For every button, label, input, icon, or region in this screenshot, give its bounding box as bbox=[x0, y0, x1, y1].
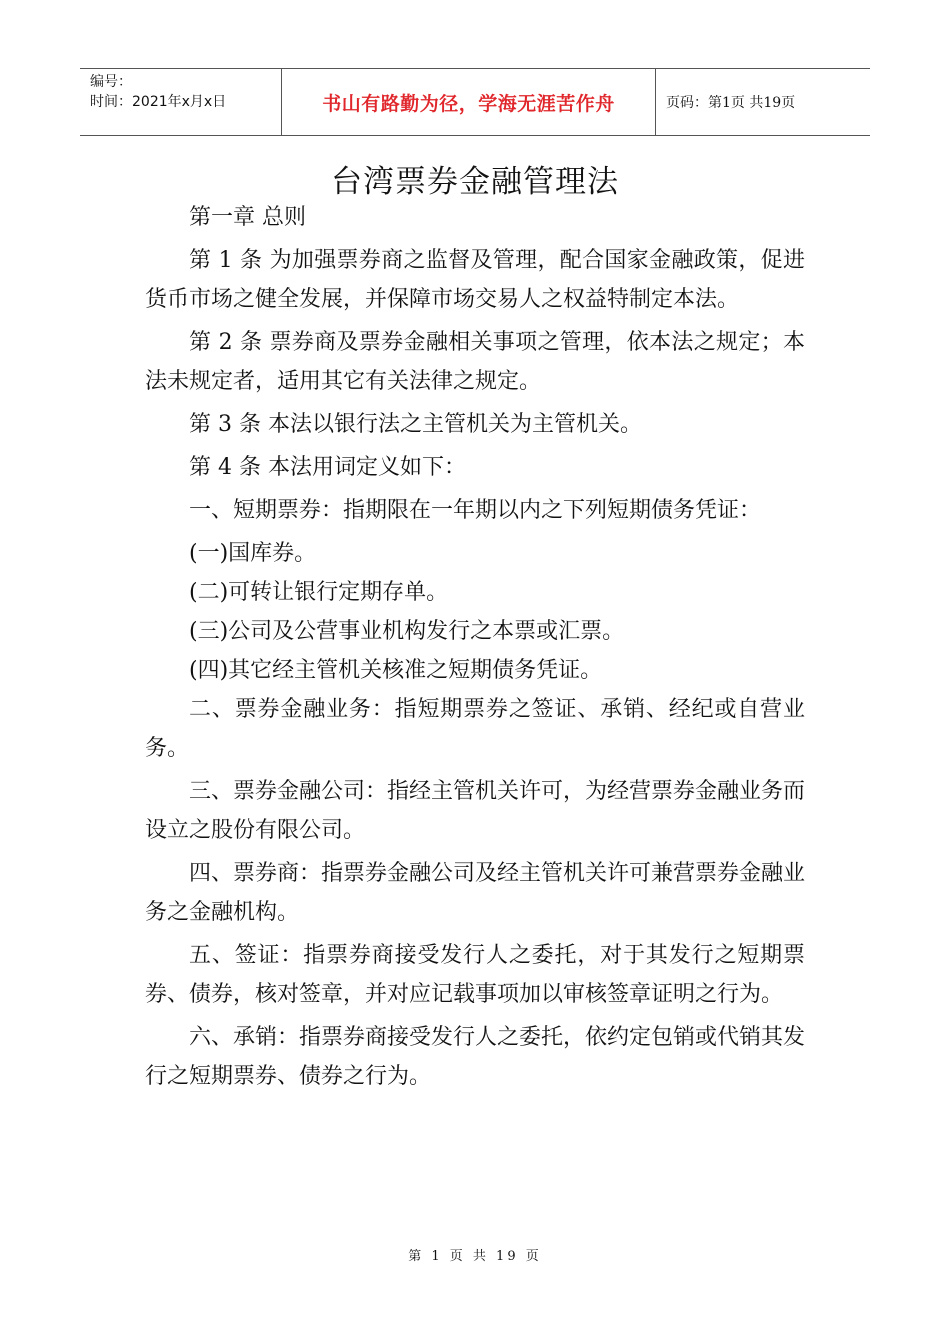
chapter-heading: 第一章 总则 bbox=[189, 205, 306, 230]
header-motto-cell bbox=[282, 69, 656, 135]
number-label: 编号： bbox=[90, 74, 132, 90]
header-meta-cell bbox=[80, 69, 282, 135]
date-line: 时间：2021年x月x日 bbox=[90, 94, 227, 110]
page-footer: 第 1 页 共 19 页 bbox=[408, 1249, 542, 1264]
article-4: 第 4 条 本法用词定义如下： bbox=[189, 455, 466, 480]
definition-1: 一、短期票券：指期限在一年期以内之下列短期债务凭证： bbox=[189, 498, 762, 523]
definition-3: 三、票券金融公司：指经主管机关许可，为经营票券金融业务而设立之股份有限公司。 bbox=[145, 779, 806, 843]
sub-item-4: (四)其它经主管机关核准之短期债务凭证。 bbox=[189, 658, 603, 683]
motto-text: 书山有路勤为径，学海无涯苦作舟 bbox=[322, 92, 615, 115]
definition-2: 二、票券金融业务：指短期票券之签证、承销、经纪或自营业务。 bbox=[145, 697, 805, 761]
definition-6: 六、承销：指票券商接受发行人之委托，依约定包销或代销其发行之短期票券、债券之行为。 bbox=[145, 1025, 806, 1089]
document-body bbox=[145, 198, 805, 1096]
definition-5: 五、签证：指票券商接受发行人之委托，对于其发行之短期票券、债券，核对签章，并对应记载事项加以审核签章证明之行为。 bbox=[145, 943, 805, 1007]
header-page-cell bbox=[656, 69, 870, 135]
page-info: 页码：第1页 共19页 bbox=[666, 95, 796, 111]
article-1: 第 1 条 为加强票券商之监督及管理，配合国家金融政策，促进货币市场之健全发展，并保障市场交易人之权益特制定本法。 bbox=[145, 248, 805, 312]
article-3: 第 3 条 本法以银行法之主管机关为主管机关。 bbox=[189, 412, 642, 437]
document-title: 台湾票券金融管理法 bbox=[331, 164, 619, 200]
header-table bbox=[80, 68, 870, 136]
definition-4: 四、票券商：指票券金融公司及经主管机关许可兼营票券金融业务之金融机构。 bbox=[145, 861, 806, 925]
sub-item-3: (三)公司及公营事业机构发行之本票或汇票。 bbox=[189, 619, 625, 644]
sub-item-1: (一)国库券。 bbox=[189, 541, 317, 566]
article-2: 第 2 条 票券商及票券金融相关事项之管理，依本法之规定；本法未规定者，适用其它有关法律之规定。 bbox=[145, 330, 805, 394]
sub-item-2: (二)可转让银行定期存单。 bbox=[189, 580, 449, 605]
